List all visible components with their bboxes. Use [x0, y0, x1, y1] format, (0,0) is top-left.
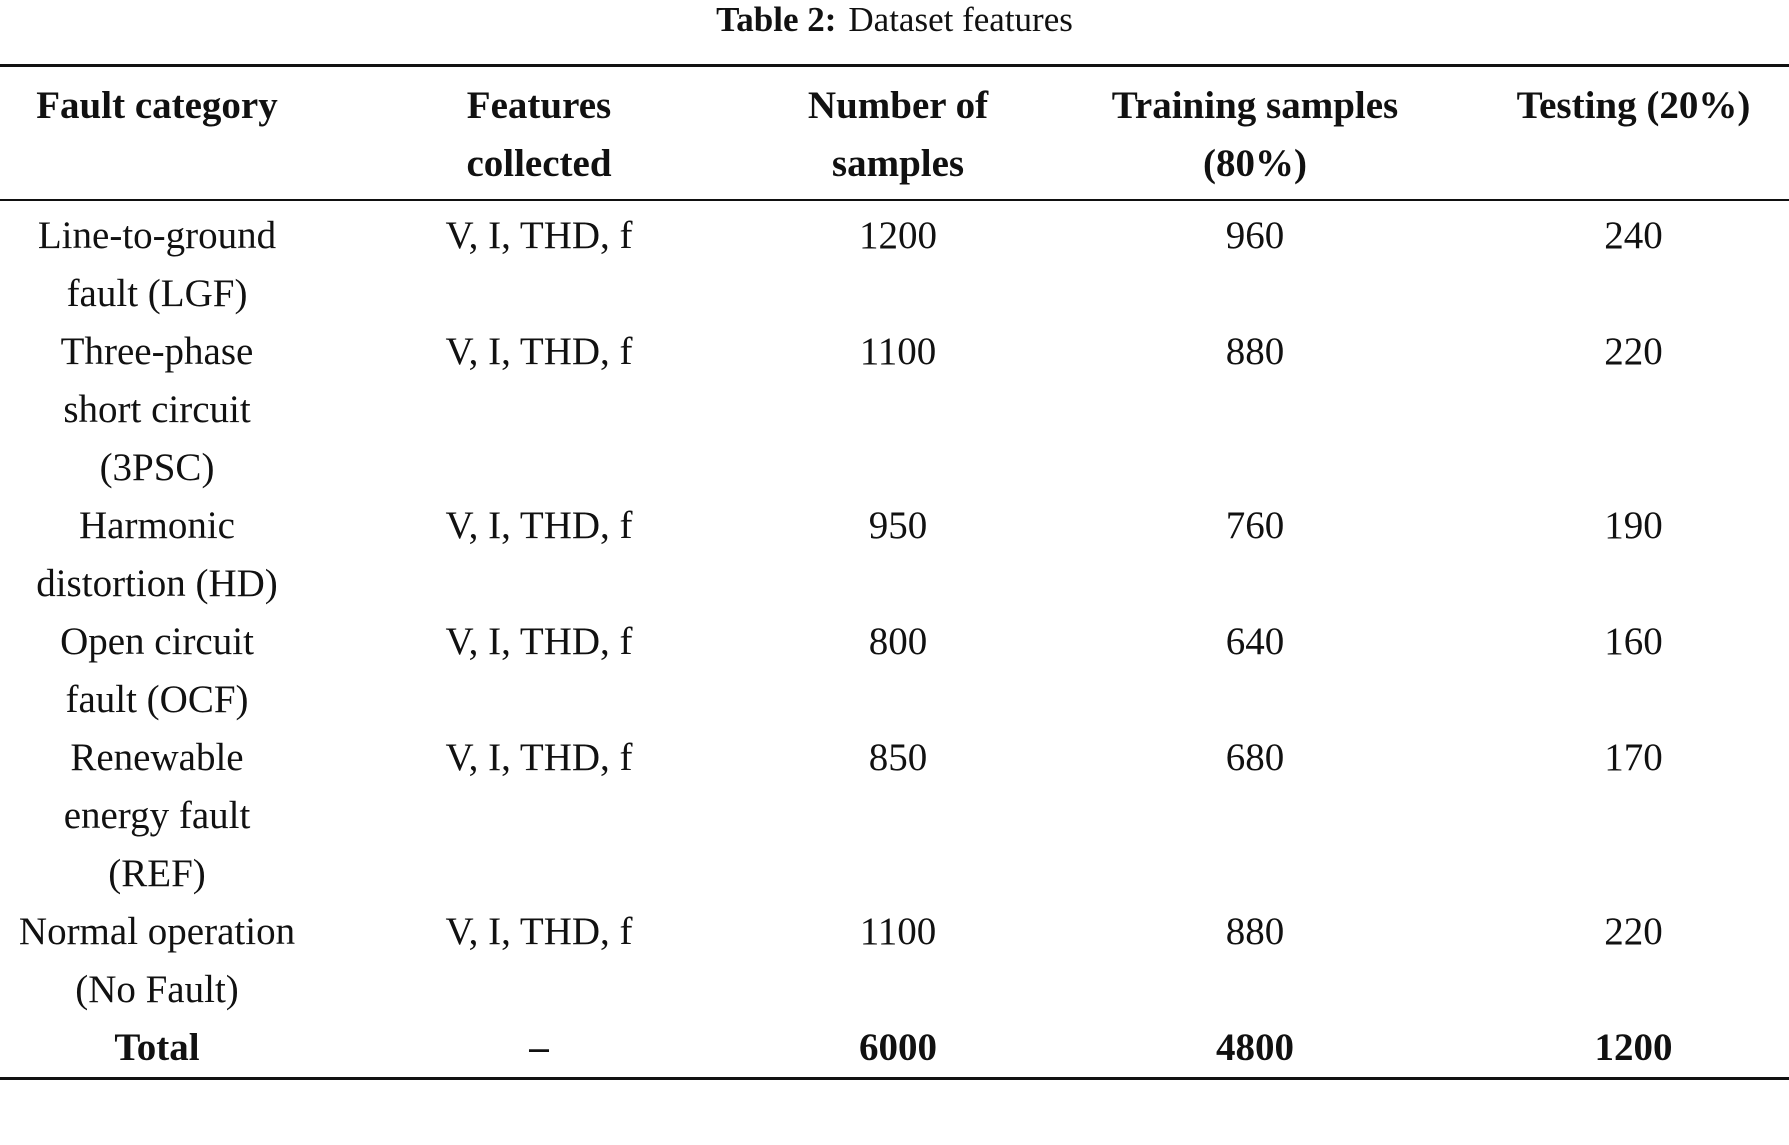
cell-fault-category: Harmonic distortion (HD) [36, 504, 278, 605]
caption-text: Dataset features [848, 0, 1073, 39]
cell-samples: 1100 [859, 330, 937, 373]
header-fault-category: Fault category [36, 84, 278, 127]
cell-samples: 800 [868, 620, 928, 663]
table-row [0, 200, 1789, 323]
cell-training: 640 [1225, 620, 1285, 663]
cell-fault-category: Three-phase short circuit (3PSC) [60, 330, 254, 489]
cell-features: V, I, THD, f [445, 330, 633, 373]
cell-training: 880 [1225, 330, 1285, 373]
cell-samples: 850 [868, 736, 928, 779]
cell-samples: 1100 [859, 910, 937, 953]
table-row [0, 903, 1789, 1019]
cell-training: 760 [1225, 504, 1285, 547]
total-label: Total [114, 1026, 200, 1069]
cell-fault-category: Line-to-ground fault (LGF) [37, 214, 277, 315]
cell-features: V, I, THD, f [445, 620, 633, 663]
cell-samples: 1200 [859, 214, 937, 257]
dataset-features-table [0, 64, 1789, 1080]
total-features: – [529, 1026, 549, 1069]
cell-testing: 160 [1604, 620, 1663, 663]
cell-fault-category: Normal operation (No Fault) [18, 910, 296, 1011]
cell-features: V, I, THD, f [445, 214, 633, 257]
cell-testing: 220 [1604, 330, 1663, 373]
table-row [0, 497, 1789, 613]
cell-features: V, I, THD, f [445, 910, 633, 953]
cell-fault-category: Open circuit fault (OCF) [60, 620, 254, 721]
cell-testing: 240 [1604, 214, 1663, 257]
table-caption [0, 0, 1789, 44]
cell-training: 880 [1225, 910, 1285, 953]
cell-testing: 220 [1604, 910, 1663, 953]
header-features-collected: Features collected [466, 84, 612, 185]
header-row [0, 66, 1789, 201]
caption-label: Table 2: [716, 0, 837, 39]
cell-training: 680 [1225, 736, 1285, 779]
cell-features: V, I, THD, f [445, 736, 633, 779]
total-training: 4800 [1216, 1026, 1294, 1069]
cell-samples: 950 [868, 504, 928, 547]
cell-training: 960 [1225, 214, 1285, 257]
total-testing: 1200 [1594, 1026, 1673, 1069]
cell-testing: 170 [1604, 736, 1663, 779]
header-number-of-samples: Number of samples [807, 84, 989, 185]
header-training-samples: Training samples (80%) [1111, 84, 1399, 185]
cell-fault-category: Renewable energy fault (REF) [63, 736, 251, 895]
cell-testing: 190 [1604, 504, 1663, 547]
table-row [0, 323, 1789, 497]
table-row [0, 729, 1789, 903]
header-testing: Testing (20%) [1516, 84, 1751, 127]
table-row [0, 613, 1789, 729]
total-row [0, 1019, 1789, 1079]
cell-features: V, I, THD, f [445, 504, 633, 547]
total-samples: 6000 [859, 1026, 937, 1069]
